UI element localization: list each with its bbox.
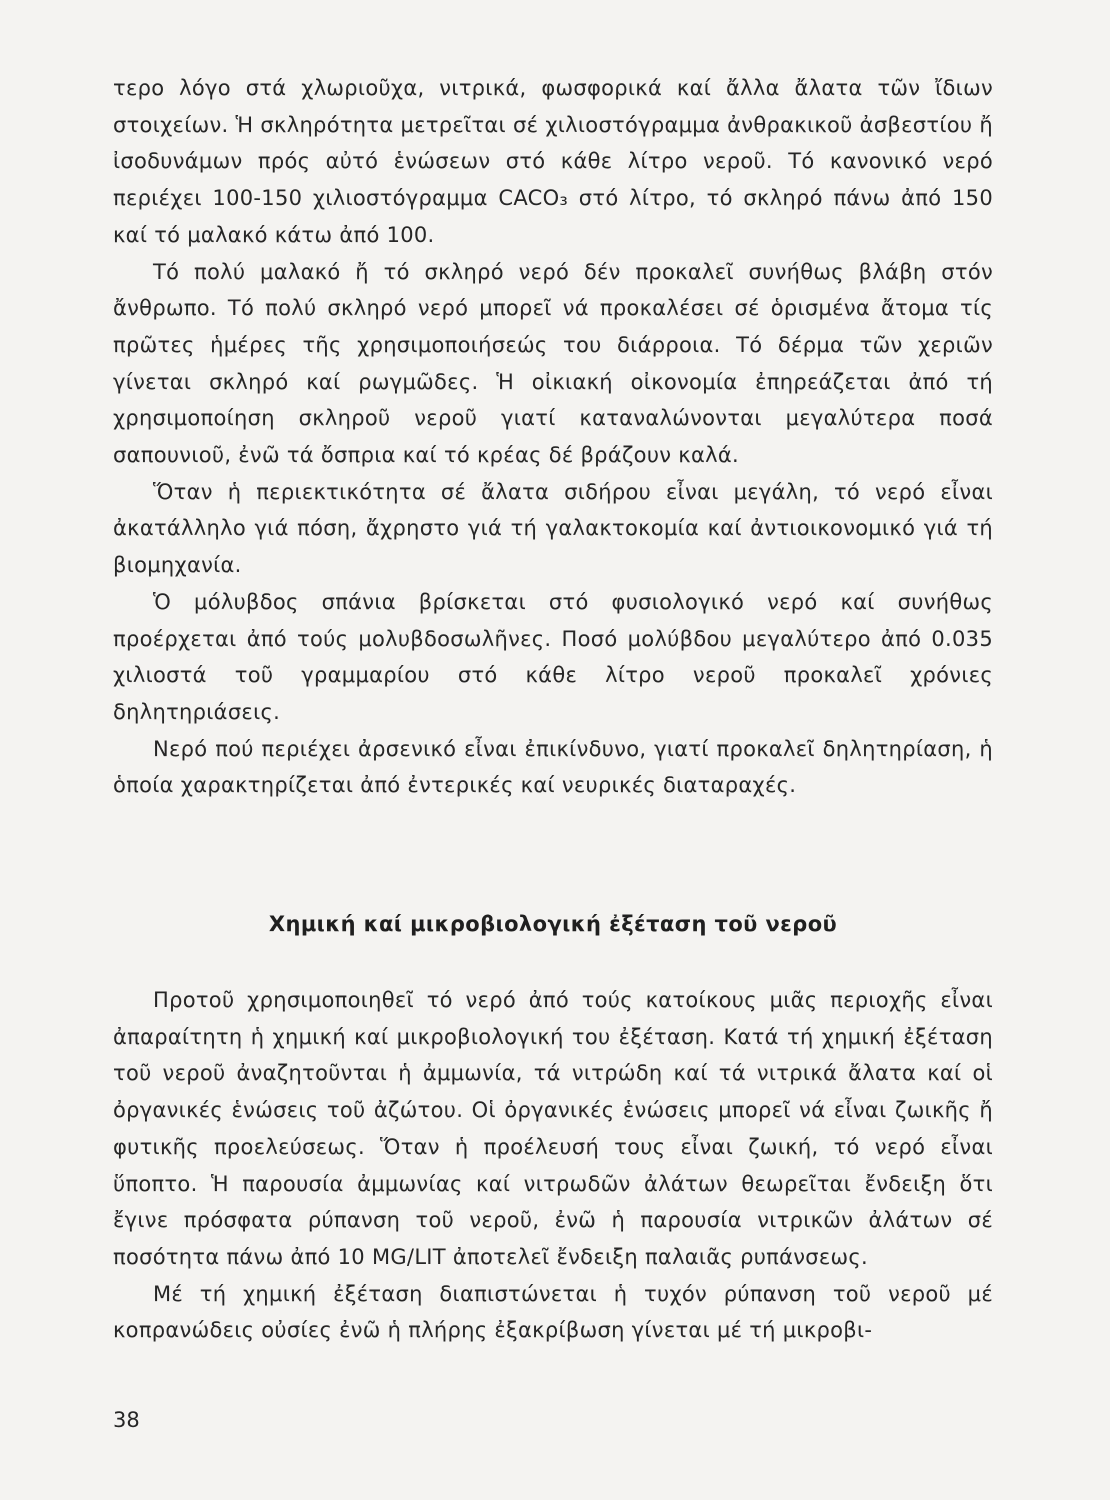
paragraph-lead: Ὁ μόλυβδος σπάνια βρίσκεται στό φυσιολογικό νερό καί συνήθως προέρχεται ἀπό τούς μολυβδοσωλῆνες. Ποσό μολύβδου μεγαλύτερο ἀπό 0.035 χιλιοστά τοῦ γραμμαρίου στό κάθε λίτρο νεροῦ προκαλεῖ χρόνιες δηλητηριάσεις. bbox=[113, 589, 993, 724]
paragraph-water-examination: Προτοῦ χρησιμοποιηθεῖ τό νερό ἀπό τούς κατοίκους μιᾶς περιοχῆς εἶναι ἀπαραίτητη ἡ χημική καί μικροβιολογική του ἐξέταση. Κατά τή χημική ἐξέταση τοῦ νεροῦ ἀναζητοῦνται ἡ ἀμμωνία, τά νιτρώδη καί τά νιτρικά ἄλατα καί οἱ ὀργανικές ἑνώσεις τοῦ ἀζώτου. Οἱ ὀργανικές ἑνώσεις μπορεῖ νά εἶναι ζωικῆς ἤ φυτικῆς προελεύσεως. Ὅταν ἡ προέλευσή τους εἶναι ζωική, τό νερό εἶναι ὕποπτο. Ἡ παρουσία ἀμμωνίας καί νιτρωδῶν ἀλάτων θεωρεῖται ἔνδειξη ὅτι ἔγινε πρόσφατα ρύπανση τοῦ νεροῦ, ἐνῶ ἡ παρουσία νιτρικῶν ἀλάτων σέ ποσότητα πάνω ἀπό 10 MG/LIT ἀποτελεῖ ἔνδειξη παλαιᾶς ρυπάνσεως. bbox=[113, 988, 993, 1269]
body-text-top bbox=[113, 70, 993, 804]
paragraph-hardness: τερο λόγο στά χλωριοῦχα, νιτρικά, φωσφορικά καί ἄλλα ἄλατα τῶν ἴδιων στοιχείων. Ἡ σκληρότητα μετρεῖται σέ χιλιοστόγραμμα ἀνθρακικοῦ ἀσβεστίου ἤ ἰσοδυνάμων πρός αὐτό ἑνώσεων στό κάθε λίτρο νεροῦ. Τό κανονικό νερό περιέχει 100-150 χιλιοστόγραμμα CACO₃ στό λίτρο, τό σκληρό πάνω ἀπό 150 καί τό μαλακό κάτω ἀπό 100. bbox=[113, 76, 993, 247]
paragraph-iron-salts: Ὅταν ἡ περιεκτικότητα σέ ἄλατα σιδήρου εἶναι μεγάλη, τό νερό εἶναι ἀκατάλληλο γιά πόση, ἄχρηστο γιά τή γαλακτοκομία καί ἀντιοικονομικό γιά τή βιομηχανία. bbox=[113, 479, 993, 578]
page-number: 38 bbox=[113, 1408, 140, 1432]
body-text-bottom bbox=[113, 982, 993, 1349]
paragraph-arsenic: Νερό πού περιέχει ἀρσενικό εἶναι ἐπικίνδυνο, γιατί προκαλεῖ δηλητηρίαση, ἡ ὁποία χαρακτηρίζεται ἀπό ἐντερικές καί νευρικές διαταραχές. bbox=[113, 736, 993, 798]
paragraph-hard-water-effects: Τό πολύ μαλακό ἤ τό σκληρό νερό δέν προκαλεῖ συνήθως βλάβη στόν ἄνθρωπο. Τό πολύ σκληρό νερό μπορεῖ νά προκαλέσει σέ ὁρισμένα ἄτομα τίς πρῶτες ἡμέρες τῆς χρησιμοποιήσεώς του διάρροια. Τό δέρμα τῶν χεριῶν γίνεται σκληρό καί ρωγμῶδες. Ἡ οἰκιακή οἰκονομία ἐπηρεάζεται ἀπό τή χρησιμοποίηση σκληροῦ νεροῦ γιατί καταναλώνονται μεγαλύτερα ποσά σαπουνιοῦ, ἐνῶ τά ὄσπρια καί τό κρέας δέ βράζουν καλά. bbox=[113, 259, 993, 468]
section-heading: Χημική καί μικροβιολογική ἐξέταση τοῦ νεροῦ bbox=[268, 912, 838, 936]
paragraph-chemical-examination: Μέ τή χημική ἐξέταση διαπιστώνεται ἡ τυχόν ρύπανση τοῦ νεροῦ μέ κοπρανώδεις οὐσίες ἐνῶ ἡ πλήρης ἐξακρίβωση γίνεται μέ τή μικροβι- bbox=[113, 1281, 993, 1343]
